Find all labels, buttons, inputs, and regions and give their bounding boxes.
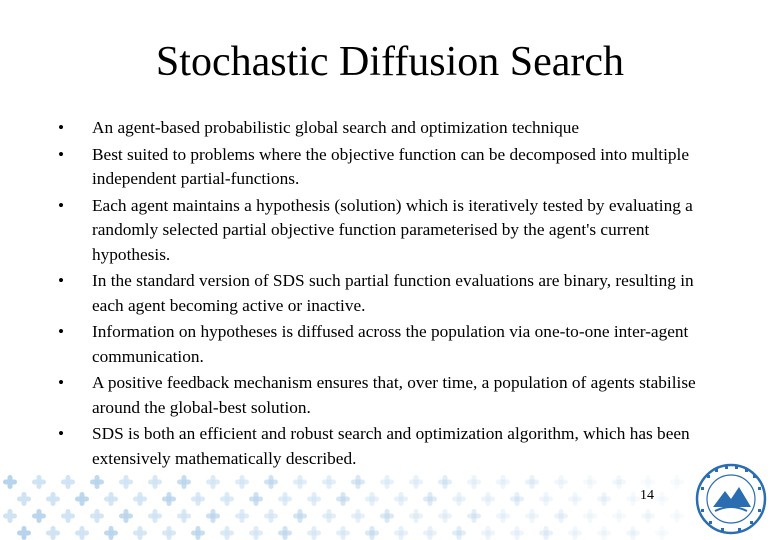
bullet-text: SDS is both an efficient and robust search and optimization algorithm, which has been extensively mathematically described. xyxy=(92,424,690,468)
bullet-marker: • xyxy=(58,118,65,137)
bullet-item xyxy=(56,320,726,369)
bullet-marker: • xyxy=(58,322,65,341)
bullet-text: In the standard version of SDS such partial function evaluations are binary, resulting in each agent becoming active or inactive. xyxy=(92,271,694,315)
bullet-marker: • xyxy=(58,373,65,392)
university-seal-logo-icon xyxy=(695,463,767,535)
bullet-item xyxy=(56,143,726,192)
bullet-item xyxy=(56,194,726,268)
bullet-text: Information on hypotheses is diffused across the population via one-to-one inter-agent communication. xyxy=(92,322,689,366)
bullet-item xyxy=(56,371,726,420)
bullet-text: A positive feedback mechanism ensures that, over time, a population of agents stabilise around the global-best solution. xyxy=(92,373,696,417)
blue-cross-pattern-icon xyxy=(0,470,700,540)
bullet-text: Each agent maintains a hypothesis (solution) which is iteratively tested by evaluating a randomly selected partial objective function parameterised by the agent's current hypothesis. xyxy=(92,195,693,264)
slide-title: Stochastic Diffusion Search xyxy=(155,39,625,85)
bullet-text: Best suited to problems where the objective function can be decomposed into multiple independent partial-functions. xyxy=(92,144,690,188)
bullet-item xyxy=(56,269,726,318)
bullet-marker: • xyxy=(58,271,65,290)
bullet-item xyxy=(56,116,726,141)
bullet-text: An agent-based probabilistic global search and optimization technique xyxy=(92,118,580,137)
page-number: 14 xyxy=(640,488,654,503)
bullet-marker: • xyxy=(58,424,65,443)
bullet-list xyxy=(56,116,726,473)
bullet-marker: • xyxy=(58,144,65,164)
bullet-marker: • xyxy=(58,195,65,215)
bullet-item xyxy=(56,422,726,471)
